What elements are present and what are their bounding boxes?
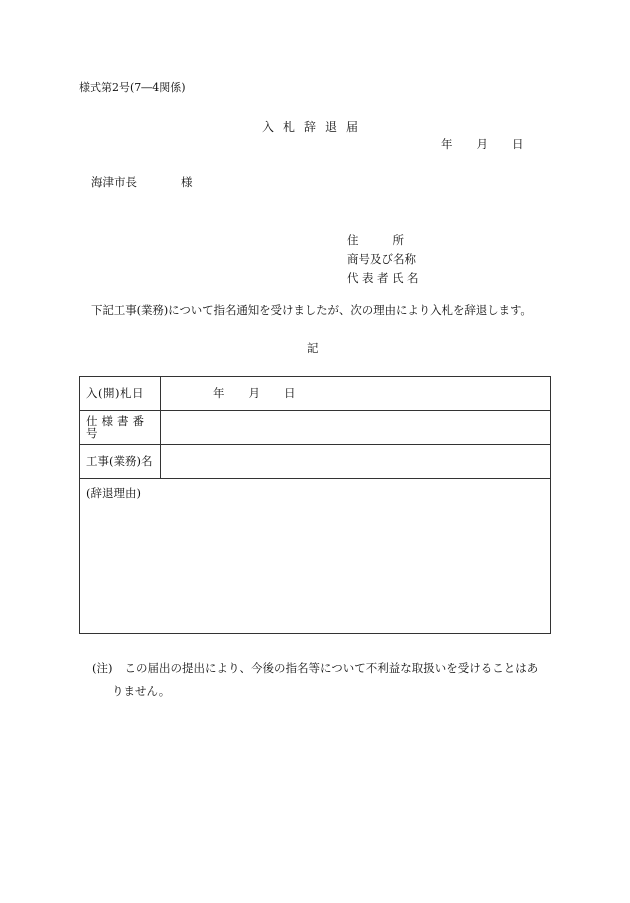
applicant-block bbox=[347, 231, 467, 288]
table-row-spec-number bbox=[80, 411, 551, 445]
detail-table bbox=[79, 376, 551, 634]
date-month-label: 月 bbox=[476, 137, 488, 151]
note-tag: (注) bbox=[92, 661, 113, 675]
project-name-label: 工事(業務)名 bbox=[80, 445, 161, 479]
addressee bbox=[91, 177, 193, 189]
bid-date-label: 入(開)札日 bbox=[80, 377, 161, 411]
representative-label: 代表者氏名 bbox=[347, 271, 422, 285]
table-row-bid-date bbox=[80, 377, 551, 411]
note-line-2: りません。 bbox=[112, 684, 171, 698]
project-name-field[interactable] bbox=[161, 445, 551, 479]
table-row-reason bbox=[80, 479, 551, 634]
date-year-label: 年 bbox=[441, 137, 453, 151]
bid-date-field[interactable] bbox=[161, 377, 551, 411]
bid-date-day: 日 bbox=[284, 385, 296, 400]
statement-text: 下記工事(業務)について指名通知を受けましたが、次の理由により入札を辞退します。 bbox=[91, 303, 532, 317]
footnote bbox=[92, 657, 562, 703]
spec-number-field[interactable] bbox=[161, 411, 551, 445]
reason-label: (辞退理由) bbox=[86, 486, 141, 500]
bid-date-year: 年 bbox=[213, 385, 225, 400]
form-number: 様式第2号(7―4関係) bbox=[79, 81, 186, 94]
document-title: 入札辞退届 bbox=[262, 120, 368, 134]
submission-date bbox=[441, 139, 524, 151]
note-line-1: この届出の提出により、今後の指名等について不利益な取扱いを受けることはあ bbox=[124, 661, 539, 675]
addressee-honorific: 様 bbox=[181, 175, 193, 189]
spec-number-label: 仕様書番号 bbox=[80, 411, 161, 445]
table-row-project-name bbox=[80, 445, 551, 479]
address-label: 住所 bbox=[347, 233, 438, 247]
date-day-label: 日 bbox=[512, 137, 524, 151]
company-name-label: 商号及び名称 bbox=[347, 252, 416, 266]
ki-heading: 記 bbox=[307, 341, 319, 355]
reason-field[interactable] bbox=[80, 479, 551, 634]
bid-date-month: 月 bbox=[248, 385, 260, 400]
addressee-name: 海津市長 bbox=[91, 175, 137, 189]
